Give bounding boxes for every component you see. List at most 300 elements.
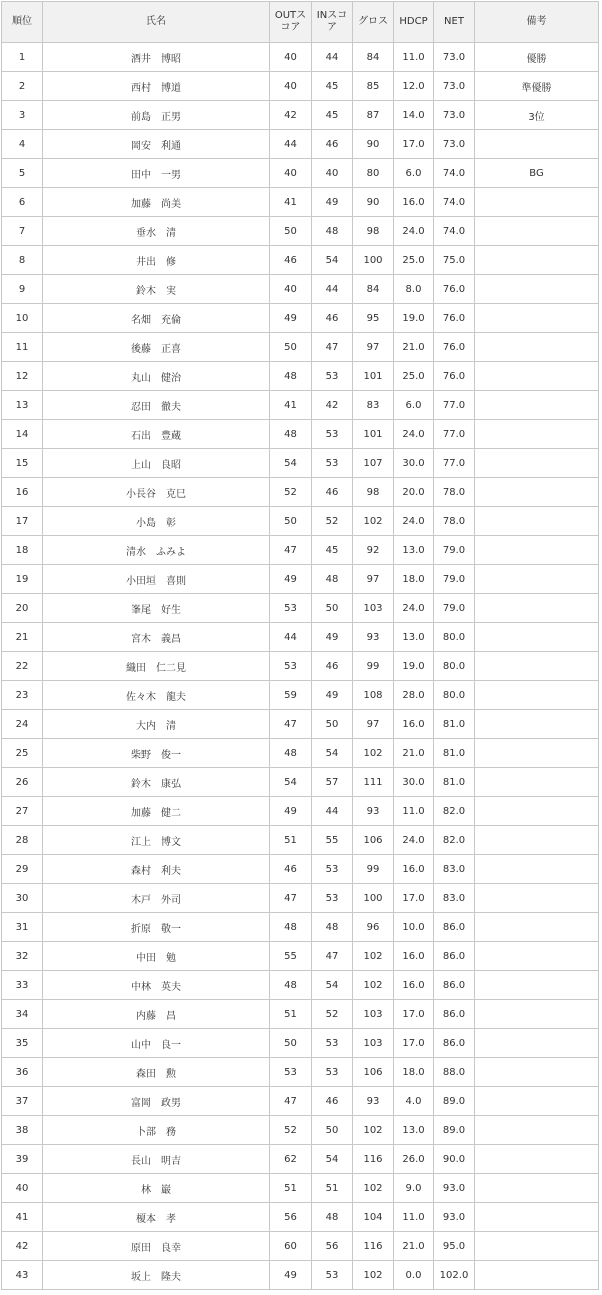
in-score-cell: 53 xyxy=(312,1261,353,1290)
results-table xyxy=(1,1,599,1290)
hdcp-cell: 18.0 xyxy=(394,565,434,594)
in-score-cell: 46 xyxy=(312,478,353,507)
table-row xyxy=(2,594,599,623)
rank-cell: 13 xyxy=(2,391,43,420)
net-cell: 73.0 xyxy=(434,130,475,159)
net-cell: 76.0 xyxy=(434,333,475,362)
rank-cell: 37 xyxy=(2,1087,43,1116)
rank-cell: 40 xyxy=(2,1174,43,1203)
in-score-cell: 54 xyxy=(312,1145,353,1174)
in-score-cell: 44 xyxy=(312,275,353,304)
rank-cell: 24 xyxy=(2,710,43,739)
rank-cell: 3 xyxy=(2,101,43,130)
out-score-cell: 56 xyxy=(270,1203,312,1232)
table-row xyxy=(2,420,599,449)
net-cell: 82.0 xyxy=(434,797,475,826)
table-row xyxy=(2,130,599,159)
in-score-cell: 48 xyxy=(312,217,353,246)
player-name-cell: 坂上 隆夫 xyxy=(43,1261,270,1290)
player-name-cell: 清水 ふみよ xyxy=(43,536,270,565)
player-name-cell: 小田垣 喜則 xyxy=(43,565,270,594)
player-name-cell: 井出 修 xyxy=(43,246,270,275)
note-cell: 優勝 xyxy=(475,43,599,72)
table-row xyxy=(2,246,599,275)
gross-cell: 93 xyxy=(353,623,394,652)
gross-cell: 84 xyxy=(353,43,394,72)
in-score-cell: 54 xyxy=(312,739,353,768)
net-cell: 77.0 xyxy=(434,391,475,420)
note-cell xyxy=(475,217,599,246)
hdcp-cell: 24.0 xyxy=(394,594,434,623)
gross-cell: 93 xyxy=(353,1087,394,1116)
note-cell xyxy=(475,275,599,304)
gross-cell: 83 xyxy=(353,391,394,420)
rank-cell: 6 xyxy=(2,188,43,217)
in-score-cell: 45 xyxy=(312,72,353,101)
table-row xyxy=(2,1000,599,1029)
rank-cell: 5 xyxy=(2,159,43,188)
out-score-cell: 47 xyxy=(270,884,312,913)
hdcp-cell: 21.0 xyxy=(394,1232,434,1261)
net-cell: 79.0 xyxy=(434,565,475,594)
net-cell: 74.0 xyxy=(434,188,475,217)
note-cell xyxy=(475,739,599,768)
rank-cell: 16 xyxy=(2,478,43,507)
net-cell: 74.0 xyxy=(434,217,475,246)
hdcp-cell: 19.0 xyxy=(394,304,434,333)
net-cell: 75.0 xyxy=(434,246,475,275)
hdcp-cell: 17.0 xyxy=(394,130,434,159)
gross-cell: 90 xyxy=(353,130,394,159)
note-cell xyxy=(475,333,599,362)
note-cell xyxy=(475,1087,599,1116)
net-cell: 77.0 xyxy=(434,449,475,478)
header-row xyxy=(2,2,599,43)
header-note: 備考 xyxy=(475,2,599,43)
hdcp-cell: 17.0 xyxy=(394,1029,434,1058)
net-cell: 81.0 xyxy=(434,710,475,739)
in-score-cell: 50 xyxy=(312,594,353,623)
hdcp-cell: 30.0 xyxy=(394,449,434,478)
hdcp-cell: 11.0 xyxy=(394,1203,434,1232)
in-score-cell: 42 xyxy=(312,391,353,420)
player-name-cell: 森村 利夫 xyxy=(43,855,270,884)
out-score-cell: 44 xyxy=(270,623,312,652)
rank-cell: 20 xyxy=(2,594,43,623)
net-cell: 93.0 xyxy=(434,1203,475,1232)
out-score-cell: 50 xyxy=(270,333,312,362)
table-row xyxy=(2,507,599,536)
hdcp-cell: 25.0 xyxy=(394,246,434,275)
rank-cell: 29 xyxy=(2,855,43,884)
rank-cell: 19 xyxy=(2,565,43,594)
out-score-cell: 54 xyxy=(270,768,312,797)
out-score-cell: 48 xyxy=(270,420,312,449)
out-score-cell: 40 xyxy=(270,275,312,304)
gross-cell: 101 xyxy=(353,362,394,391)
net-cell: 95.0 xyxy=(434,1232,475,1261)
rank-cell: 33 xyxy=(2,971,43,1000)
net-cell: 90.0 xyxy=(434,1145,475,1174)
table-row xyxy=(2,710,599,739)
hdcp-cell: 6.0 xyxy=(394,159,434,188)
gross-cell: 116 xyxy=(353,1232,394,1261)
hdcp-cell: 25.0 xyxy=(394,362,434,391)
note-cell xyxy=(475,536,599,565)
net-cell: 80.0 xyxy=(434,623,475,652)
results-body xyxy=(2,43,599,1290)
in-score-cell: 52 xyxy=(312,1000,353,1029)
in-score-cell: 55 xyxy=(312,826,353,855)
in-score-cell: 51 xyxy=(312,1174,353,1203)
table-row xyxy=(2,623,599,652)
table-row xyxy=(2,913,599,942)
rank-cell: 38 xyxy=(2,1116,43,1145)
net-cell: 79.0 xyxy=(434,594,475,623)
out-score-cell: 48 xyxy=(270,362,312,391)
net-cell: 86.0 xyxy=(434,913,475,942)
rank-cell: 4 xyxy=(2,130,43,159)
net-cell: 93.0 xyxy=(434,1174,475,1203)
gross-cell: 103 xyxy=(353,1000,394,1029)
hdcp-cell: 24.0 xyxy=(394,826,434,855)
in-score-cell: 40 xyxy=(312,159,353,188)
rank-cell: 2 xyxy=(2,72,43,101)
note-cell xyxy=(475,507,599,536)
rank-cell: 17 xyxy=(2,507,43,536)
gross-cell: 111 xyxy=(353,768,394,797)
note-cell xyxy=(475,942,599,971)
gross-cell: 93 xyxy=(353,797,394,826)
net-cell: 86.0 xyxy=(434,942,475,971)
player-name-cell: 折原 敬一 xyxy=(43,913,270,942)
header-net: NET xyxy=(434,2,475,43)
table-row xyxy=(2,1174,599,1203)
player-name-cell: 垂水 清 xyxy=(43,217,270,246)
note-cell xyxy=(475,391,599,420)
out-score-cell: 53 xyxy=(270,652,312,681)
player-name-cell: 加藤 尚美 xyxy=(43,188,270,217)
player-name-cell: 鈴木 実 xyxy=(43,275,270,304)
in-score-cell: 48 xyxy=(312,565,353,594)
header-name: 氏名 xyxy=(43,2,270,43)
rank-cell: 10 xyxy=(2,304,43,333)
out-score-cell: 53 xyxy=(270,1058,312,1087)
gross-cell: 106 xyxy=(353,1058,394,1087)
hdcp-cell: 16.0 xyxy=(394,942,434,971)
out-score-cell: 50 xyxy=(270,217,312,246)
out-score-cell: 40 xyxy=(270,43,312,72)
in-score-cell: 45 xyxy=(312,536,353,565)
gross-cell: 97 xyxy=(353,710,394,739)
out-score-cell: 52 xyxy=(270,478,312,507)
out-score-cell: 41 xyxy=(270,391,312,420)
out-score-cell: 49 xyxy=(270,1261,312,1290)
in-score-cell: 46 xyxy=(312,130,353,159)
table-row xyxy=(2,362,599,391)
hdcp-cell: 10.0 xyxy=(394,913,434,942)
player-name-cell: 江上 博文 xyxy=(43,826,270,855)
table-row xyxy=(2,1029,599,1058)
out-score-cell: 48 xyxy=(270,971,312,1000)
gross-cell: 116 xyxy=(353,1145,394,1174)
gross-cell: 102 xyxy=(353,1174,394,1203)
hdcp-cell: 16.0 xyxy=(394,971,434,1000)
rank-cell: 18 xyxy=(2,536,43,565)
gross-cell: 104 xyxy=(353,1203,394,1232)
player-name-cell: 山中 良一 xyxy=(43,1029,270,1058)
out-score-cell: 51 xyxy=(270,1000,312,1029)
note-cell xyxy=(475,304,599,333)
net-cell: 102.0 xyxy=(434,1261,475,1290)
hdcp-cell: 21.0 xyxy=(394,739,434,768)
note-cell xyxy=(475,449,599,478)
table-row xyxy=(2,739,599,768)
gross-cell: 85 xyxy=(353,72,394,101)
in-score-cell: 47 xyxy=(312,942,353,971)
in-score-cell: 50 xyxy=(312,1116,353,1145)
player-name-cell: 小長谷 克巳 xyxy=(43,478,270,507)
header-out-score: OUTスコア xyxy=(270,2,312,43)
note-cell xyxy=(475,1116,599,1145)
player-name-cell: 鈴木 康弘 xyxy=(43,768,270,797)
net-cell: 78.0 xyxy=(434,507,475,536)
player-name-cell: 忍田 徹夫 xyxy=(43,391,270,420)
note-cell xyxy=(475,420,599,449)
out-score-cell: 47 xyxy=(270,1087,312,1116)
net-cell: 73.0 xyxy=(434,72,475,101)
in-score-cell: 46 xyxy=(312,652,353,681)
gross-cell: 80 xyxy=(353,159,394,188)
player-name-cell: 大内 清 xyxy=(43,710,270,739)
in-score-cell: 53 xyxy=(312,420,353,449)
player-name-cell: 中林 英夫 xyxy=(43,971,270,1000)
net-cell: 80.0 xyxy=(434,681,475,710)
rank-cell: 26 xyxy=(2,768,43,797)
hdcp-cell: 4.0 xyxy=(394,1087,434,1116)
rank-cell: 15 xyxy=(2,449,43,478)
net-cell: 82.0 xyxy=(434,826,475,855)
in-score-cell: 46 xyxy=(312,304,353,333)
net-cell: 74.0 xyxy=(434,159,475,188)
table-row xyxy=(2,942,599,971)
gross-cell: 96 xyxy=(353,913,394,942)
net-cell: 76.0 xyxy=(434,304,475,333)
table-row xyxy=(2,565,599,594)
note-cell: BG xyxy=(475,159,599,188)
gross-cell: 99 xyxy=(353,855,394,884)
gross-cell: 84 xyxy=(353,275,394,304)
hdcp-cell: 12.0 xyxy=(394,72,434,101)
note-cell xyxy=(475,1029,599,1058)
hdcp-cell: 16.0 xyxy=(394,188,434,217)
rank-cell: 32 xyxy=(2,942,43,971)
gross-cell: 102 xyxy=(353,739,394,768)
note-cell: 3位 xyxy=(475,101,599,130)
hdcp-cell: 24.0 xyxy=(394,507,434,536)
header-rank: 順位 xyxy=(2,2,43,43)
in-score-cell: 53 xyxy=(312,1029,353,1058)
out-score-cell: 62 xyxy=(270,1145,312,1174)
net-cell: 80.0 xyxy=(434,652,475,681)
in-score-cell: 48 xyxy=(312,1203,353,1232)
player-name-cell: 榎本 孝 xyxy=(43,1203,270,1232)
out-score-cell: 48 xyxy=(270,739,312,768)
in-score-cell: 45 xyxy=(312,101,353,130)
net-cell: 88.0 xyxy=(434,1058,475,1087)
player-name-cell: 後藤 正喜 xyxy=(43,333,270,362)
header-in-score: INスコア xyxy=(312,2,353,43)
gross-cell: 102 xyxy=(353,942,394,971)
note-cell xyxy=(475,1174,599,1203)
table-row xyxy=(2,884,599,913)
net-cell: 89.0 xyxy=(434,1116,475,1145)
in-score-cell: 49 xyxy=(312,623,353,652)
in-score-cell: 50 xyxy=(312,710,353,739)
note-cell xyxy=(475,188,599,217)
player-name-cell: 前島 正男 xyxy=(43,101,270,130)
player-name-cell: 石出 豊蔵 xyxy=(43,420,270,449)
gross-cell: 100 xyxy=(353,246,394,275)
table-row xyxy=(2,478,599,507)
out-score-cell: 46 xyxy=(270,246,312,275)
out-score-cell: 49 xyxy=(270,565,312,594)
hdcp-cell: 26.0 xyxy=(394,1145,434,1174)
in-score-cell: 53 xyxy=(312,1058,353,1087)
table-row xyxy=(2,1145,599,1174)
player-name-cell: 長山 明吉 xyxy=(43,1145,270,1174)
net-cell: 76.0 xyxy=(434,275,475,304)
player-name-cell: 原田 良幸 xyxy=(43,1232,270,1261)
net-cell: 77.0 xyxy=(434,420,475,449)
table-row xyxy=(2,304,599,333)
player-name-cell: 小島 彰 xyxy=(43,507,270,536)
hdcp-cell: 16.0 xyxy=(394,710,434,739)
net-cell: 79.0 xyxy=(434,536,475,565)
rank-cell: 11 xyxy=(2,333,43,362)
hdcp-cell: 14.0 xyxy=(394,101,434,130)
note-cell xyxy=(475,768,599,797)
in-score-cell: 56 xyxy=(312,1232,353,1261)
rank-cell: 43 xyxy=(2,1261,43,1290)
player-name-cell: 宮木 義昌 xyxy=(43,623,270,652)
table-row xyxy=(2,1058,599,1087)
rank-cell: 30 xyxy=(2,884,43,913)
rank-cell: 8 xyxy=(2,246,43,275)
table-row xyxy=(2,275,599,304)
out-score-cell: 49 xyxy=(270,797,312,826)
note-cell xyxy=(475,710,599,739)
rank-cell: 42 xyxy=(2,1232,43,1261)
player-name-cell: 木戸 外司 xyxy=(43,884,270,913)
hdcp-cell: 20.0 xyxy=(394,478,434,507)
header-hdcp: HDCP xyxy=(394,2,434,43)
in-score-cell: 52 xyxy=(312,507,353,536)
gross-cell: 98 xyxy=(353,217,394,246)
out-score-cell: 47 xyxy=(270,710,312,739)
note-cell xyxy=(475,971,599,1000)
note-cell xyxy=(475,1203,599,1232)
table-row xyxy=(2,681,599,710)
rank-cell: 14 xyxy=(2,420,43,449)
in-score-cell: 44 xyxy=(312,43,353,72)
note-cell xyxy=(475,855,599,884)
player-name-cell: 峯尾 好生 xyxy=(43,594,270,623)
player-name-cell: 酒井 博昭 xyxy=(43,43,270,72)
rank-cell: 22 xyxy=(2,652,43,681)
hdcp-cell: 13.0 xyxy=(394,623,434,652)
rank-cell: 12 xyxy=(2,362,43,391)
net-cell: 86.0 xyxy=(434,1000,475,1029)
table-row xyxy=(2,768,599,797)
out-score-cell: 42 xyxy=(270,101,312,130)
gross-cell: 103 xyxy=(353,594,394,623)
player-name-cell: 森田 勲 xyxy=(43,1058,270,1087)
net-cell: 86.0 xyxy=(434,971,475,1000)
gross-cell: 102 xyxy=(353,971,394,1000)
out-score-cell: 60 xyxy=(270,1232,312,1261)
out-score-cell: 59 xyxy=(270,681,312,710)
table-row xyxy=(2,333,599,362)
in-score-cell: 54 xyxy=(312,246,353,275)
table-row xyxy=(2,43,599,72)
hdcp-cell: 13.0 xyxy=(394,536,434,565)
hdcp-cell: 19.0 xyxy=(394,652,434,681)
gross-cell: 101 xyxy=(353,420,394,449)
note-cell xyxy=(475,1232,599,1261)
table-row xyxy=(2,855,599,884)
hdcp-cell: 18.0 xyxy=(394,1058,434,1087)
out-score-cell: 44 xyxy=(270,130,312,159)
player-name-cell: 佐々木 龍夫 xyxy=(43,681,270,710)
note-cell xyxy=(475,826,599,855)
table-row xyxy=(2,1116,599,1145)
gross-cell: 102 xyxy=(353,1261,394,1290)
note-cell xyxy=(475,565,599,594)
rank-cell: 36 xyxy=(2,1058,43,1087)
gross-cell: 103 xyxy=(353,1029,394,1058)
table-row xyxy=(2,217,599,246)
note-cell xyxy=(475,246,599,275)
gross-cell: 87 xyxy=(353,101,394,130)
rank-cell: 31 xyxy=(2,913,43,942)
table-row xyxy=(2,1087,599,1116)
gross-cell: 102 xyxy=(353,1116,394,1145)
rank-cell: 34 xyxy=(2,1000,43,1029)
rank-cell: 35 xyxy=(2,1029,43,1058)
gross-cell: 108 xyxy=(353,681,394,710)
player-name-cell: 内藤 昌 xyxy=(43,1000,270,1029)
player-name-cell: 西村 博道 xyxy=(43,72,270,101)
out-score-cell: 53 xyxy=(270,594,312,623)
table-row xyxy=(2,1232,599,1261)
rank-cell: 25 xyxy=(2,739,43,768)
note-cell xyxy=(475,797,599,826)
hdcp-cell: 9.0 xyxy=(394,1174,434,1203)
in-score-cell: 53 xyxy=(312,449,353,478)
hdcp-cell: 16.0 xyxy=(394,855,434,884)
out-score-cell: 40 xyxy=(270,72,312,101)
hdcp-cell: 28.0 xyxy=(394,681,434,710)
player-name-cell: 中田 勉 xyxy=(43,942,270,971)
note-cell: 準優勝 xyxy=(475,72,599,101)
net-cell: 81.0 xyxy=(434,739,475,768)
note-cell xyxy=(475,913,599,942)
table-row xyxy=(2,1203,599,1232)
table-row xyxy=(2,101,599,130)
note-cell xyxy=(475,681,599,710)
player-name-cell: 富岡 政男 xyxy=(43,1087,270,1116)
